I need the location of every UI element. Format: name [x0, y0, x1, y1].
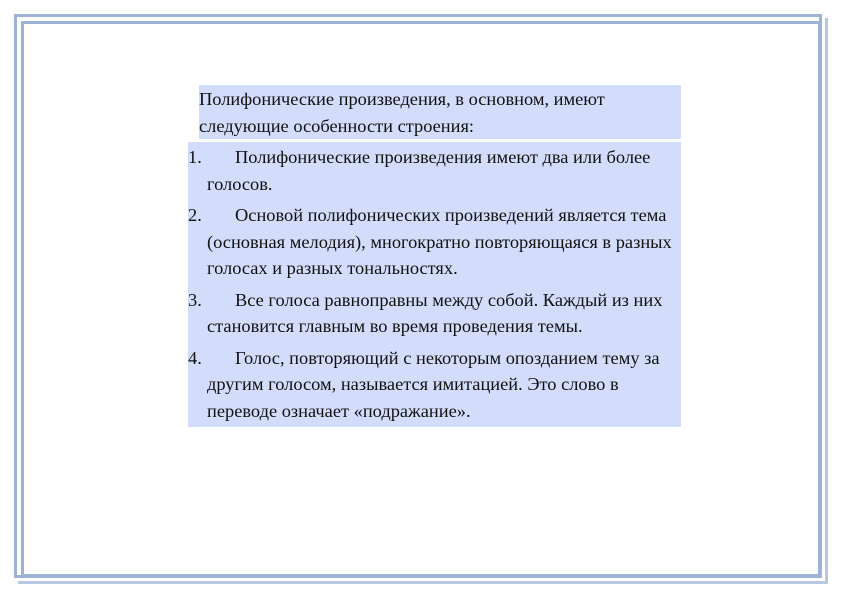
- list-item-number: 2.: [188, 205, 202, 225]
- list-item-text: Голос, повторяющий с некоторым опозданием тему за другим голосом, называется имитацией. Это слово в переводе означает «подражание».: [207, 347, 660, 421]
- list-item: [188, 285, 681, 343]
- list-item-number: 3.: [188, 289, 202, 310]
- list-item-number: 4.: [188, 347, 202, 368]
- list-item: [188, 343, 681, 428]
- list-item-number: 1.: [188, 147, 202, 167]
- list-item: [188, 200, 681, 285]
- list-item-text: Полифонические произведения имеют два или более голосов.: [207, 147, 651, 194]
- slide-text-block: [188, 85, 681, 427]
- list-item-text: Все голоса равноправны между собой. Каждый из них становится главным во время проведения темы.: [207, 289, 663, 336]
- list-item: [188, 142, 681, 200]
- list-item-text: Основой полифонических произведений является тема (основная мелодия), многократно повторяющаяся в разных голосах и разных тональностях.: [207, 205, 672, 278]
- intro-paragraph: Полифонические произведения, в основном, имеют следующие особенности строения:: [199, 85, 681, 139]
